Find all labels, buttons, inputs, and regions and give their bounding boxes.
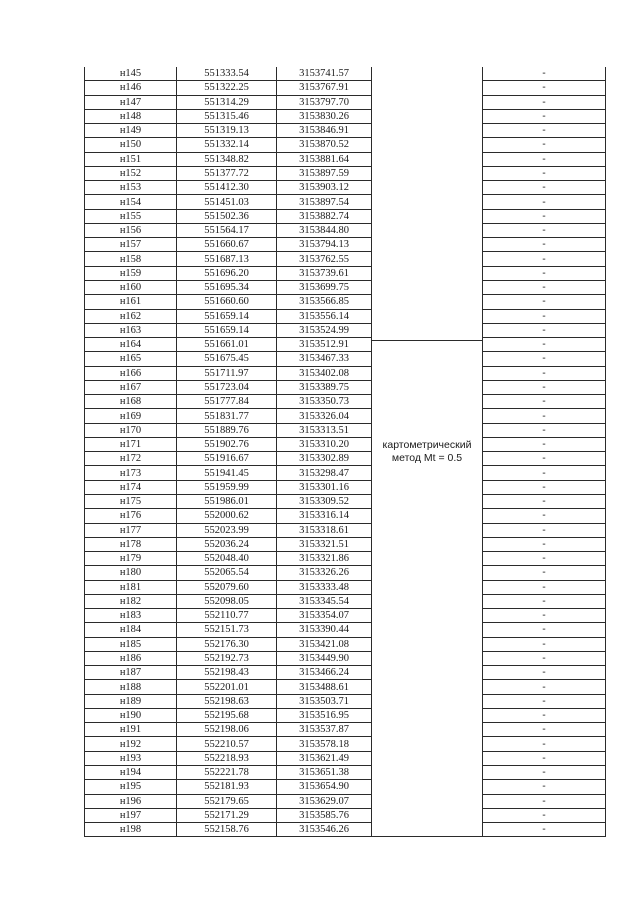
x-coordinate-cell: 551661.01 — [177, 338, 277, 352]
table-row — [85, 723, 606, 737]
y-coordinate-cell: 3153537.87 — [277, 723, 372, 737]
y-coordinate-cell: 3153762.55 — [277, 252, 372, 266]
point-id-cell: н181 — [85, 580, 177, 594]
value-cell: - — [483, 95, 606, 109]
y-coordinate-cell: 3153503.71 — [277, 694, 372, 708]
table-row — [85, 651, 606, 665]
y-coordinate-cell: 3153389.75 — [277, 380, 372, 394]
y-coordinate-cell: 3153844.80 — [277, 223, 372, 237]
x-coordinate-cell: 552023.99 — [177, 523, 277, 537]
value-cell: - — [483, 666, 606, 680]
x-coordinate-cell: 551777.84 — [177, 395, 277, 409]
y-coordinate-cell: 3153794.13 — [277, 238, 372, 252]
value-cell: - — [483, 452, 606, 466]
table-row — [85, 623, 606, 637]
value-cell: - — [483, 409, 606, 423]
table-row — [85, 323, 606, 337]
y-coordinate-cell: 3153870.52 — [277, 138, 372, 152]
y-coordinate-cell: 3153310.20 — [277, 437, 372, 451]
table-row — [85, 152, 606, 166]
table-row — [85, 124, 606, 138]
table-row — [85, 395, 606, 409]
x-coordinate-cell: 551659.14 — [177, 309, 277, 323]
value-cell: - — [483, 109, 606, 123]
table-row — [85, 780, 606, 794]
y-coordinate-cell: 3153897.54 — [277, 195, 372, 209]
table-row — [85, 694, 606, 708]
y-coordinate-cell: 3153421.08 — [277, 637, 372, 651]
x-coordinate-cell: 552198.06 — [177, 723, 277, 737]
point-id-cell: н149 — [85, 124, 177, 138]
point-id-cell: н178 — [85, 537, 177, 551]
table-row — [85, 366, 606, 380]
point-id-cell: н165 — [85, 352, 177, 366]
point-id-cell: н188 — [85, 680, 177, 694]
y-coordinate-cell: 3153739.61 — [277, 266, 372, 280]
x-coordinate-cell: 551377.72 — [177, 166, 277, 180]
point-id-cell: н191 — [85, 723, 177, 737]
point-id-cell: н152 — [85, 166, 177, 180]
x-coordinate-cell: 551889.76 — [177, 423, 277, 437]
value-cell: - — [483, 623, 606, 637]
table-row — [85, 537, 606, 551]
value-cell: - — [483, 794, 606, 808]
y-coordinate-cell: 3153767.91 — [277, 81, 372, 95]
y-coordinate-cell: 3153556.14 — [277, 309, 372, 323]
x-coordinate-cell: 551314.29 — [177, 95, 277, 109]
y-coordinate-cell: 3153321.86 — [277, 552, 372, 566]
y-coordinate-cell: 3153830.26 — [277, 109, 372, 123]
value-cell: - — [483, 338, 606, 352]
value-cell: - — [483, 466, 606, 480]
value-cell: - — [483, 238, 606, 252]
y-coordinate-cell: 3153333.48 — [277, 580, 372, 594]
y-coordinate-cell: 3153846.91 — [277, 124, 372, 138]
table-row — [85, 808, 606, 822]
point-id-cell: н190 — [85, 708, 177, 722]
y-coordinate-cell: 3153524.99 — [277, 323, 372, 337]
table-row — [85, 737, 606, 751]
y-coordinate-cell: 3153326.04 — [277, 409, 372, 423]
point-id-cell: н176 — [85, 509, 177, 523]
table-row — [85, 751, 606, 765]
y-coordinate-cell: 3153449.90 — [277, 651, 372, 665]
value-cell: - — [483, 166, 606, 180]
table-row — [85, 109, 606, 123]
point-id-cell: н173 — [85, 466, 177, 480]
y-coordinate-cell: 3153318.61 — [277, 523, 372, 537]
x-coordinate-cell: 552192.73 — [177, 651, 277, 665]
point-id-cell: н184 — [85, 623, 177, 637]
table-row — [85, 266, 606, 280]
table-row — [85, 67, 606, 81]
point-id-cell: н180 — [85, 566, 177, 580]
x-coordinate-cell: 551322.25 — [177, 81, 277, 95]
table-row — [85, 95, 606, 109]
y-coordinate-cell: 3153797.70 — [277, 95, 372, 109]
x-coordinate-cell: 552210.57 — [177, 737, 277, 751]
x-coordinate-cell: 552181.93 — [177, 780, 277, 794]
point-id-cell: н174 — [85, 480, 177, 494]
y-coordinate-cell: 3153741.57 — [277, 67, 372, 81]
y-coordinate-cell: 3153313.51 — [277, 423, 372, 437]
value-cell: - — [483, 209, 606, 223]
y-coordinate-cell: 3153321.51 — [277, 537, 372, 551]
x-coordinate-cell: 552201.01 — [177, 680, 277, 694]
table-row — [85, 580, 606, 594]
table-row — [85, 794, 606, 808]
table-row — [85, 166, 606, 180]
x-coordinate-cell: 552198.43 — [177, 666, 277, 680]
point-id-cell: н196 — [85, 794, 177, 808]
table-row — [85, 494, 606, 508]
x-coordinate-cell: 551675.45 — [177, 352, 277, 366]
point-id-cell: н195 — [85, 780, 177, 794]
value-cell: - — [483, 537, 606, 551]
x-coordinate-cell: 552079.60 — [177, 580, 277, 594]
point-id-cell: н175 — [85, 494, 177, 508]
point-id-cell: н154 — [85, 195, 177, 209]
value-cell: - — [483, 580, 606, 594]
y-coordinate-cell: 3153316.14 — [277, 509, 372, 523]
point-id-cell: н155 — [85, 209, 177, 223]
value-cell: - — [483, 737, 606, 751]
value-cell: - — [483, 124, 606, 138]
value-cell: - — [483, 395, 606, 409]
point-id-cell: н158 — [85, 252, 177, 266]
x-coordinate-cell: 551711.97 — [177, 366, 277, 380]
x-coordinate-cell: 551687.13 — [177, 252, 277, 266]
y-coordinate-cell: 3153512.91 — [277, 338, 372, 352]
value-cell: - — [483, 523, 606, 537]
table-row — [85, 566, 606, 580]
value-cell: - — [483, 223, 606, 237]
point-id-cell: н187 — [85, 666, 177, 680]
table-row — [85, 81, 606, 95]
value-cell: - — [483, 651, 606, 665]
point-id-cell: н157 — [85, 238, 177, 252]
value-cell: - — [483, 437, 606, 451]
value-cell: - — [483, 552, 606, 566]
y-coordinate-cell: 3153566.85 — [277, 295, 372, 309]
value-cell: - — [483, 808, 606, 822]
value-cell: - — [483, 138, 606, 152]
table-row — [85, 452, 606, 466]
value-cell: - — [483, 366, 606, 380]
value-cell: - — [483, 195, 606, 209]
point-id-cell: н161 — [85, 295, 177, 309]
table-row — [85, 238, 606, 252]
table-row — [85, 609, 606, 623]
x-coordinate-cell: 551319.13 — [177, 124, 277, 138]
y-coordinate-cell: 3153699.75 — [277, 280, 372, 294]
y-coordinate-cell: 3153621.49 — [277, 751, 372, 765]
value-cell: - — [483, 566, 606, 580]
y-coordinate-cell: 3153881.64 — [277, 152, 372, 166]
y-coordinate-cell: 3153546.26 — [277, 823, 372, 837]
table-row — [85, 480, 606, 494]
x-coordinate-cell: 551451.03 — [177, 195, 277, 209]
x-coordinate-cell: 551723.04 — [177, 380, 277, 394]
x-coordinate-cell: 551916.67 — [177, 452, 277, 466]
point-id-cell: н153 — [85, 181, 177, 195]
x-coordinate-cell: 551348.82 — [177, 152, 277, 166]
value-cell: - — [483, 309, 606, 323]
y-coordinate-cell: 3153903.12 — [277, 181, 372, 195]
y-coordinate-cell: 3153309.52 — [277, 494, 372, 508]
value-cell: - — [483, 780, 606, 794]
point-id-cell: н193 — [85, 751, 177, 765]
table-row — [85, 223, 606, 237]
point-id-cell: н160 — [85, 280, 177, 294]
value-cell: - — [483, 252, 606, 266]
x-coordinate-cell: 551412.30 — [177, 181, 277, 195]
value-cell: - — [483, 609, 606, 623]
table-row — [85, 666, 606, 680]
x-coordinate-cell: 552110.77 — [177, 609, 277, 623]
y-coordinate-cell: 3153488.61 — [277, 680, 372, 694]
value-cell: - — [483, 494, 606, 508]
x-coordinate-cell: 552000.62 — [177, 509, 277, 523]
x-coordinate-cell: 551659.14 — [177, 323, 277, 337]
x-coordinate-cell: 551831.77 — [177, 409, 277, 423]
x-coordinate-cell: 551333.54 — [177, 67, 277, 81]
x-coordinate-cell: 551902.76 — [177, 437, 277, 451]
x-coordinate-cell: 552221.78 — [177, 766, 277, 780]
x-coordinate-cell: 552151.73 — [177, 623, 277, 637]
value-cell: - — [483, 708, 606, 722]
coordinates-table — [84, 67, 606, 837]
coordinates-table-body — [85, 67, 606, 837]
x-coordinate-cell: 551502.36 — [177, 209, 277, 223]
y-coordinate-cell: 3153629.07 — [277, 794, 372, 808]
table-row — [85, 637, 606, 651]
x-coordinate-cell: 552065.54 — [177, 566, 277, 580]
point-id-cell: н198 — [85, 823, 177, 837]
value-cell: - — [483, 81, 606, 95]
x-coordinate-cell: 552179.65 — [177, 794, 277, 808]
y-coordinate-cell: 3153466.24 — [277, 666, 372, 680]
table-row — [85, 181, 606, 195]
table-row — [85, 338, 606, 352]
point-id-cell: н162 — [85, 309, 177, 323]
table-row — [85, 523, 606, 537]
method-cell — [372, 67, 483, 837]
value-cell: - — [483, 509, 606, 523]
x-coordinate-cell: 552198.63 — [177, 694, 277, 708]
table-row — [85, 552, 606, 566]
point-id-cell: н166 — [85, 366, 177, 380]
table-row — [85, 680, 606, 694]
table-row — [85, 280, 606, 294]
method-text-line-1: картометрический — [382, 438, 472, 451]
point-id-cell: н177 — [85, 523, 177, 537]
x-coordinate-cell: 551986.01 — [177, 494, 277, 508]
value-cell: - — [483, 352, 606, 366]
table-row — [85, 309, 606, 323]
x-coordinate-cell: 552171.29 — [177, 808, 277, 822]
point-id-cell: н156 — [85, 223, 177, 237]
y-coordinate-cell: 3153345.54 — [277, 594, 372, 608]
point-id-cell: н192 — [85, 737, 177, 751]
table-row — [85, 823, 606, 837]
value-cell: - — [483, 594, 606, 608]
value-cell: - — [483, 380, 606, 394]
value-cell: - — [483, 323, 606, 337]
x-coordinate-cell: 551332.14 — [177, 138, 277, 152]
table-row — [85, 509, 606, 523]
point-id-cell: н159 — [85, 266, 177, 280]
point-id-cell: н182 — [85, 594, 177, 608]
y-coordinate-cell: 3153390.44 — [277, 623, 372, 637]
x-coordinate-cell: 552218.93 — [177, 751, 277, 765]
y-coordinate-cell: 3153354.07 — [277, 609, 372, 623]
x-coordinate-cell: 551564.17 — [177, 223, 277, 237]
point-id-cell: н150 — [85, 138, 177, 152]
table-row — [85, 466, 606, 480]
x-coordinate-cell: 552098.05 — [177, 594, 277, 608]
y-coordinate-cell: 3153298.47 — [277, 466, 372, 480]
value-cell: - — [483, 823, 606, 837]
value-cell: - — [483, 766, 606, 780]
method-cell-inner-rule — [371, 340, 482, 341]
y-coordinate-cell: 3153897.59 — [277, 166, 372, 180]
table-row — [85, 708, 606, 722]
table-row — [85, 766, 606, 780]
point-id-cell: н171 — [85, 437, 177, 451]
y-coordinate-cell: 3153302.89 — [277, 452, 372, 466]
value-cell: - — [483, 266, 606, 280]
x-coordinate-cell: 551941.45 — [177, 466, 277, 480]
value-cell: - — [483, 680, 606, 694]
table-row — [85, 195, 606, 209]
table-row — [85, 295, 606, 309]
point-id-cell: н168 — [85, 395, 177, 409]
x-coordinate-cell: 551660.67 — [177, 238, 277, 252]
y-coordinate-cell: 3153654.90 — [277, 780, 372, 794]
point-id-cell: н194 — [85, 766, 177, 780]
point-id-cell: н197 — [85, 808, 177, 822]
y-coordinate-cell: 3153402.08 — [277, 366, 372, 380]
table-row — [85, 138, 606, 152]
x-coordinate-cell: 551315.46 — [177, 109, 277, 123]
table-row — [85, 594, 606, 608]
point-id-cell: н185 — [85, 637, 177, 651]
point-id-cell: н186 — [85, 651, 177, 665]
table-row — [85, 380, 606, 394]
point-id-cell: н151 — [85, 152, 177, 166]
point-id-cell: н146 — [85, 81, 177, 95]
point-id-cell: н148 — [85, 109, 177, 123]
y-coordinate-cell: 3153467.33 — [277, 352, 372, 366]
table-row — [85, 423, 606, 437]
y-coordinate-cell: 3153350.73 — [277, 395, 372, 409]
point-id-cell: н145 — [85, 67, 177, 81]
x-coordinate-cell: 551660.60 — [177, 295, 277, 309]
value-cell: - — [483, 280, 606, 294]
x-coordinate-cell: 552176.30 — [177, 637, 277, 651]
x-coordinate-cell: 551696.20 — [177, 266, 277, 280]
point-id-cell: н172 — [85, 452, 177, 466]
point-id-cell: н163 — [85, 323, 177, 337]
table-row — [85, 252, 606, 266]
y-coordinate-cell: 3153585.76 — [277, 808, 372, 822]
table-row — [85, 437, 606, 451]
y-coordinate-cell: 3153578.18 — [277, 737, 372, 751]
x-coordinate-cell: 552195.68 — [177, 708, 277, 722]
point-id-cell: н170 — [85, 423, 177, 437]
x-coordinate-cell: 551695.34 — [177, 280, 277, 294]
value-cell: - — [483, 637, 606, 651]
point-id-cell: н164 — [85, 338, 177, 352]
y-coordinate-cell: 3153882.74 — [277, 209, 372, 223]
point-id-cell: н167 — [85, 380, 177, 394]
value-cell: - — [483, 694, 606, 708]
value-cell: - — [483, 723, 606, 737]
value-cell: - — [483, 480, 606, 494]
value-cell: - — [483, 152, 606, 166]
point-id-cell: н179 — [85, 552, 177, 566]
point-id-cell: н183 — [85, 609, 177, 623]
y-coordinate-cell: 3153651.38 — [277, 766, 372, 780]
point-id-cell: н147 — [85, 95, 177, 109]
value-cell: - — [483, 181, 606, 195]
x-coordinate-cell: 552158.76 — [177, 823, 277, 837]
table-row — [85, 352, 606, 366]
point-id-cell: н169 — [85, 409, 177, 423]
x-coordinate-cell: 551959.99 — [177, 480, 277, 494]
y-coordinate-cell: 3153301.16 — [277, 480, 372, 494]
x-coordinate-cell: 552036.24 — [177, 537, 277, 551]
method-text-line-2: метод Mt = 0.5 — [391, 451, 463, 464]
x-coordinate-cell: 552048.40 — [177, 552, 277, 566]
y-coordinate-cell: 3153516.95 — [277, 708, 372, 722]
point-id-cell: н189 — [85, 694, 177, 708]
value-cell: - — [483, 67, 606, 81]
y-coordinate-cell: 3153326.26 — [277, 566, 372, 580]
table-row — [85, 209, 606, 223]
value-cell: - — [483, 295, 606, 309]
value-cell: - — [483, 751, 606, 765]
value-cell: - — [483, 423, 606, 437]
table-row — [85, 409, 606, 423]
